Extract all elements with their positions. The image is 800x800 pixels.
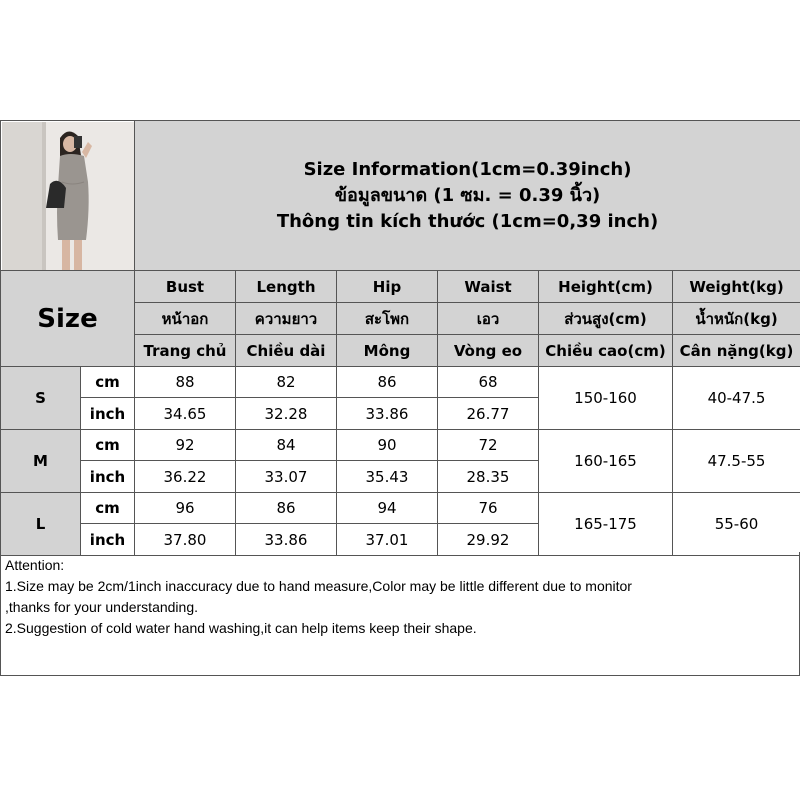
s-hip-inch: 33.86 <box>337 398 438 430</box>
size-header: Size <box>1 271 135 367</box>
col-header-weight-en: Weight(kg) <box>673 271 800 303</box>
s-length-inch: 32.28 <box>236 398 337 430</box>
title-cell <box>135 121 800 271</box>
size-label-l: L <box>1 493 81 556</box>
col-header-bust-th: หน้าอก <box>135 303 236 335</box>
note-1: 1.Size may be 2cm/1inch inaccuracy due to hand measure,Color may be little different due to monitor <box>5 578 632 594</box>
attention-notes <box>0 552 800 676</box>
unit-cm: cm <box>81 430 135 461</box>
s-weight: 40-47.5 <box>673 367 800 430</box>
col-header-waist-th: เอว <box>438 303 539 335</box>
col-header-weight-vi: Cân nặng(kg) <box>673 335 800 367</box>
l-height: 165-175 <box>539 493 673 556</box>
m-length-inch: 33.07 <box>236 461 337 493</box>
l-weight: 55-60 <box>673 493 800 556</box>
col-header-height-en: Height(cm) <box>539 271 673 303</box>
col-header-height-vi: Chiều cao(cm) <box>539 335 673 367</box>
s-height: 150-160 <box>539 367 673 430</box>
col-header-waist-en: Waist <box>438 271 539 303</box>
title-thai: ข้อมูลขนาด (1 ซม. = 0.39 นิ้ว) <box>334 184 601 206</box>
title-vietnamese: Thông tin kích thước (1cm=0,39 inch) <box>276 210 659 232</box>
unit-inch: inch <box>81 398 135 430</box>
size-label-s: S <box>1 367 81 430</box>
size-label-m: M <box>1 430 81 493</box>
m-waist-inch: 28.35 <box>438 461 539 493</box>
notes-heading: Attention: <box>5 557 65 573</box>
col-header-weight-th: น้ำหนัก(kg) <box>673 303 800 335</box>
col-header-waist-vi: Vòng eo <box>438 335 539 367</box>
model-dress-photo <box>2 122 134 270</box>
m-length-cm: 84 <box>236 430 337 461</box>
col-header-bust-en: Bust <box>135 271 236 303</box>
product-photo-cell <box>1 121 135 271</box>
unit-inch: inch <box>81 461 135 493</box>
s-waist-inch: 26.77 <box>438 398 539 430</box>
title-english: Size Information(1cm=0.39inch) <box>303 158 632 180</box>
note-2: 2.Suggestion of cold water hand washing,it can help items keep their shape. <box>5 620 477 636</box>
col-header-height-th: ส่วนสูง(cm) <box>539 303 673 335</box>
unit-cm: cm <box>81 367 135 398</box>
note-1-continued: ,thanks for your understanding. <box>5 599 199 615</box>
l-waist-cm: 76 <box>438 493 539 524</box>
col-header-hip-vi: Mông <box>337 335 438 367</box>
l-waist-inch: 29.92 <box>438 524 539 556</box>
m-bust-inch: 36.22 <box>135 461 236 493</box>
l-hip-inch: 37.01 <box>337 524 438 556</box>
l-length-cm: 86 <box>236 493 337 524</box>
s-bust-inch: 34.65 <box>135 398 236 430</box>
size-table <box>0 120 800 556</box>
col-header-length-th: ความยาว <box>236 303 337 335</box>
m-hip-inch: 35.43 <box>337 461 438 493</box>
unit-cm: cm <box>81 493 135 524</box>
col-header-length-vi: Chiều dài <box>236 335 337 367</box>
col-header-hip-th: สะโพก <box>337 303 438 335</box>
l-bust-inch: 37.80 <box>135 524 236 556</box>
m-weight: 47.5-55 <box>673 430 800 493</box>
m-hip-cm: 90 <box>337 430 438 461</box>
l-length-inch: 33.86 <box>236 524 337 556</box>
col-header-bust-vi: Trang chủ <box>135 335 236 367</box>
m-bust-cm: 92 <box>135 430 236 461</box>
col-header-hip-en: Hip <box>337 271 438 303</box>
col-header-length-en: Length <box>236 271 337 303</box>
s-hip-cm: 86 <box>337 367 438 398</box>
l-hip-cm: 94 <box>337 493 438 524</box>
m-height: 160-165 <box>539 430 673 493</box>
l-bust-cm: 96 <box>135 493 236 524</box>
s-bust-cm: 88 <box>135 367 236 398</box>
m-waist-cm: 72 <box>438 430 539 461</box>
product-photo <box>2 122 134 270</box>
s-length-cm: 82 <box>236 367 337 398</box>
s-waist-cm: 68 <box>438 367 539 398</box>
size-chart <box>0 120 800 676</box>
unit-inch: inch <box>81 524 135 556</box>
